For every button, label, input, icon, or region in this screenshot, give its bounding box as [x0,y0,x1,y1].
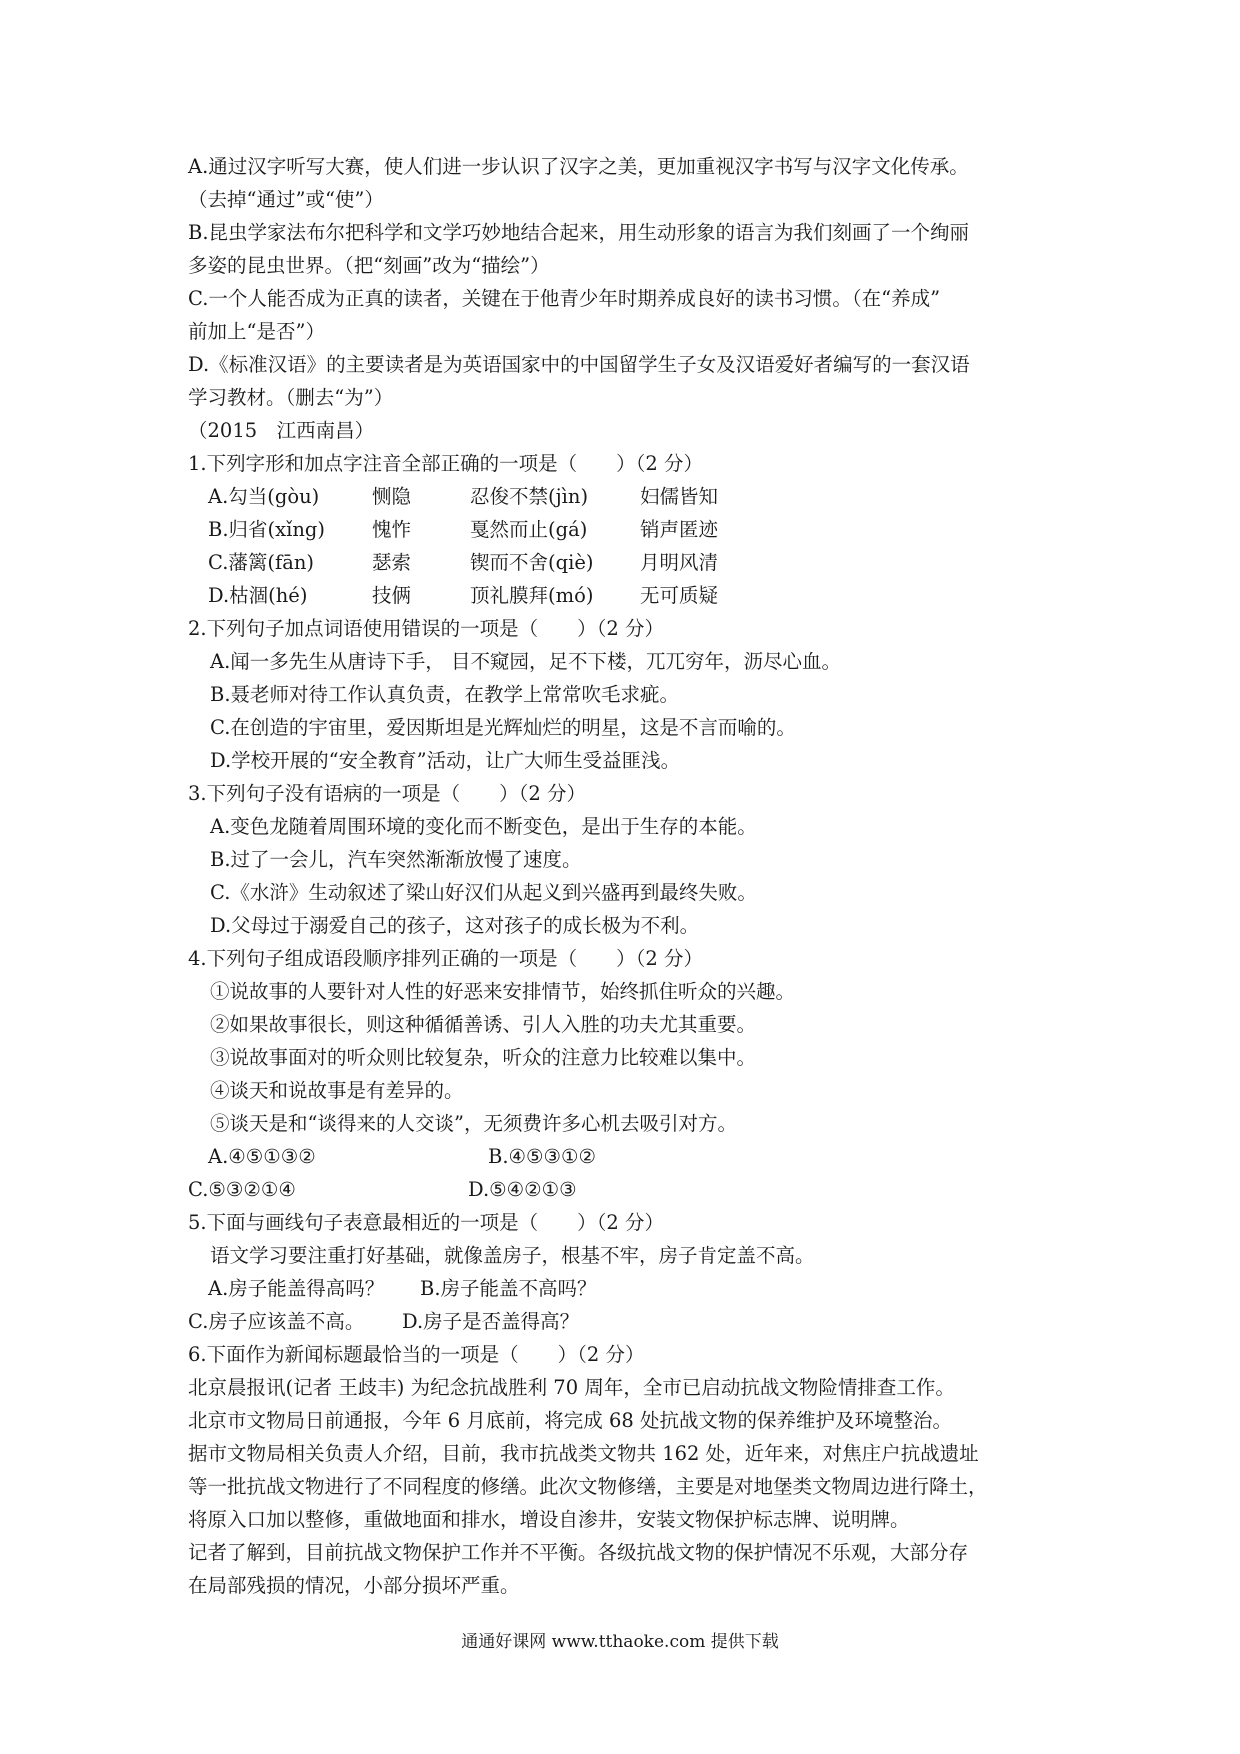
q1-option-cell: 忍俊不禁(jìn) [470,485,589,508]
q4-option-row [188,1173,1068,1206]
q3-option: C.《水浒》生动叙述了梁山好汉们从起义到兴盛再到最终失败。 [210,881,757,904]
q1-option-cell: 妇儒皆知 [640,485,719,508]
q3-option: A.变色龙随着周围环境的变化而不断变色，是出于生存的本能。 [210,815,757,838]
text-line: B.昆虫学家法布尔把科学和文学巧妙地结合起来，用生动形象的语言为我们刻画了一个绚丽 [188,221,970,244]
question-5-stem: 5.下面与画线句子表意最相近的一项是（ ）（2 分） [188,1211,664,1234]
q1-option-cell: 销声匿迹 [640,518,719,541]
q1-option-cell: 瑟索 [372,551,412,574]
q2-option: B.聂老师对待工作认真负责，在教学上常常吹毛求疵。 [210,683,680,706]
exam-page [188,150,1068,1602]
question-3-stem: 3.下列句子没有语病的一项是（ ）（2 分） [188,782,586,805]
q3-option: B.过了一会儿，汽车突然渐渐放慢了速度。 [210,848,582,871]
question-4-stem: 4.下列句子组成语段顺序排列正确的一项是（ ）（2 分） [188,947,703,970]
q1-option-cell: A.勾当(gòu) [208,485,320,508]
text-line: （去掉“通过”或“使”） [188,188,384,211]
news-passage-line: 北京市文物局日前通报，今年 6 月底前，将完成 68 处抗战文物的保养维护及环境整治。 [188,1409,953,1432]
q4-item: ①说故事的人要针对人性的好恶来安排情节，始终抓住听众的兴趣。 [210,980,796,1003]
text-line: D.《标准汉语》的主要读者是为英语国家中的中国留学生子女及汉语爱好者编写的一套汉语 [188,353,970,376]
news-passage-line: 将原入口加以整修，重做地面和排水，增设自渗井，安装文物保护标志牌、说明牌。 [188,1508,910,1531]
news-passage-line: 等一批抗战文物进行了不同程度的修缮。此次文物修缮，主要是对地堡类文物周边进行降土， [188,1475,988,1498]
text-line: 前加上“是否”） [188,320,325,343]
text-line: A.通过汉字听写大赛，使人们进一步认识了汉字之美，更加重视汉字书写与汉字文化传承。 [188,155,969,178]
q5-option-row [188,1272,1068,1305]
q1-option-cell: 顶礼膜拜(mó) [470,584,594,607]
q1-option-cell: 月明风清 [640,551,719,574]
news-passage-line: 北京晨报讯(记者 王歧丰) 为纪念抗战胜利 70 周年，全市已启动抗战文物险情排查工作。 [188,1376,955,1399]
q1-option-cell: B.归省(xǐng) [208,518,326,541]
q4-item: ⑤谈天是和“谈得来的人交谈”，无须费许多心机去吸引对方。 [210,1112,737,1135]
q1-option-cell: 锲而不舍(qiè) [470,551,594,574]
page-footer: 通通好课网 www.tthaoke.com 提供下载 [461,1632,779,1652]
news-passage-line: 记者了解到，目前抗战文物保护工作并不平衡。各级抗战文物的保护情况不乐观，大部分存 [188,1541,969,1564]
q1-option-row [188,579,1068,612]
q4-option: B.④⑤③①② [488,1145,596,1168]
q4-option: A.④⑤①③② [208,1145,316,1168]
q1-option-cell: 技俩 [372,584,412,607]
q5-underlined-sentence: 语文学习要注重打好基础，就像盖房子，根基不牢，房子肯定盖不高。 [210,1244,815,1267]
q2-option: A.闻一多先生从唐诗下手， 目不窥园，足不下楼，兀兀穷年，沥尽心血。 [210,650,841,673]
q1-option-cell: 恻隐 [372,485,412,508]
q1-option-row [188,546,1068,579]
q5-option: C.房子应该盖不高。 [188,1310,365,1333]
q1-option-cell: D.枯涸(hé) [208,584,308,607]
question-1-stem: 1.下列字形和加点字注音全部正确的一项是（ ）（2 分） [188,452,703,475]
q1-option-row [188,480,1068,513]
q4-item: ④谈天和说故事是有差异的。 [210,1079,464,1102]
q5-option: D.房子是否盖得高？ [402,1310,580,1333]
question-6-stem: 6.下面作为新闻标题最恰当的一项是（ ）（2 分） [188,1343,645,1366]
q2-option: D.学校开展的“安全教育”活动，让广大师生受益匪浅。 [210,749,681,772]
q4-item: ③说故事面对的听众则比较复杂，听众的注意力比较难以集中。 [210,1046,757,1069]
text-line: 多姿的昆虫世界。（把“刻画”改为“描绘”） [188,254,550,277]
q4-option-row [188,1140,1068,1173]
q1-option-cell: 无可质疑 [640,584,719,607]
q3-option: D.父母过于溺爱自己的孩子，这对孩子的成长极为不利。 [210,914,700,937]
section-source: （2015 江西南昌） [188,419,375,442]
text-line: 学习教材。（删去“为”） [188,386,394,409]
q5-option-row [188,1305,1068,1338]
question-2-stem: 2.下列句子加点词语使用错误的一项是（ ）（2 分） [188,617,664,640]
q1-option-cell: C.藩篱(fān) [208,551,315,574]
q4-option: C.⑤③②①④ [188,1178,296,1201]
q4-item: ②如果故事很长，则这种循循善诱、引人入胜的功夫尤其重要。 [210,1013,757,1036]
news-passage-line: 在局部残损的情况，小部分损坏严重。 [188,1574,520,1597]
q4-option: D.⑤④②①③ [468,1178,577,1201]
news-passage-line: 据市文物局相关负责人介绍，目前，我市抗战类文物共 162 处，近年来，对焦庄户抗战遗址 [188,1442,979,1465]
q5-option: A.房子能盖得高吗？ [208,1277,385,1300]
q5-option: B.房子能盖不高吗？ [420,1277,597,1300]
q1-option-cell: 愧怍 [372,518,412,541]
q1-option-row [188,513,1068,546]
text-line: C.一个人能否成为正真的读者，关键在于他青少年时期养成良好的读书习惯。（在“养成” [188,287,941,310]
q2-option: C.在创造的宇宙里，爱因斯坦是光辉灿烂的明星，这是不言而喻的。 [210,716,796,739]
q1-option-cell: 戛然而止(gá) [470,518,588,541]
